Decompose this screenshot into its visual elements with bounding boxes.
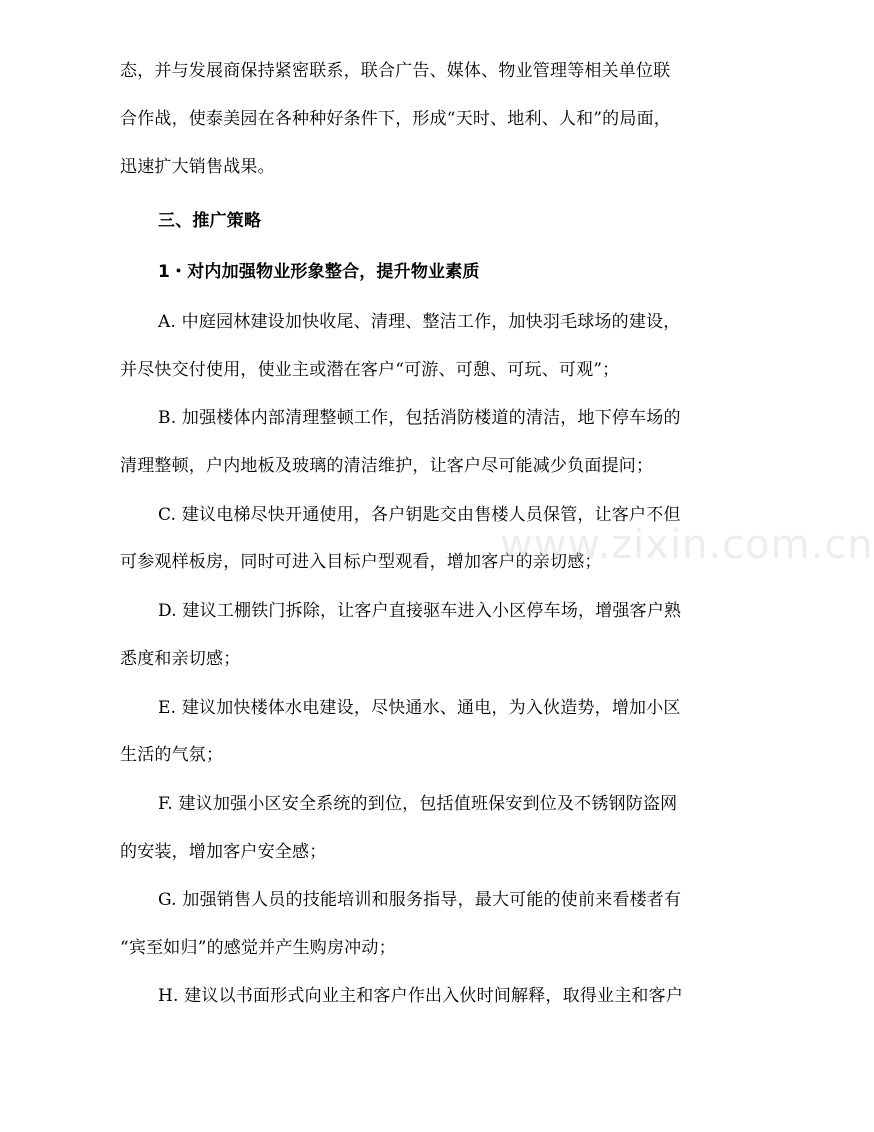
item-a-line-1: A. 中庭园林建设加快收尾、清理、整洁工作，加快羽毛球场的建设， — [158, 312, 681, 332]
item-a-line-2: 并尽快交付使用，使业主或潜在客户“可游、可憩、可玩、可观”； — [120, 360, 620, 380]
item-e-line-2: 生活的气氛； — [120, 745, 224, 765]
item-f-line-2: 的安装，增加客户安全感； — [120, 842, 327, 862]
watermark: www.zixin.com.cn — [500, 522, 874, 568]
item-c-line-2: 可参观样板房，同时可进入目标户型观看，增加客户的亲切感； — [120, 552, 602, 572]
subheading: 1・对内加强物业形象整合，提升物业素质 — [158, 262, 480, 282]
item-d-line-1: D. 建议工棚铁门拆除，让客户直接驱车进入小区停车场，增强客户熟 — [158, 601, 682, 621]
intro-line-1: 态，并与发展商保持紧密联系，联合广告、媒体、物业管理等相关单位联 — [120, 61, 671, 81]
item-d-line-2: 悉度和亲切感； — [120, 649, 241, 669]
intro-line-2: 合作战，使泰美园在各种种好条件下，形成“天时、地利、人和”的局面， — [120, 109, 671, 129]
item-g-line-1: G. 加强销售人员的技能培训和服务指导，最大可能的使前来看楼者有 — [158, 890, 682, 910]
section-heading: 三、推广策略 — [158, 211, 262, 231]
item-g-line-2: “宾至如归”的感觉并产生购房冲动； — [120, 938, 396, 958]
item-h-line-1: H. 建议以书面形式向业主和客户作出入伙时间解释，取得业主和客户 — [158, 986, 684, 1006]
item-c-line-1: C. 建议电梯尽快开通使用，各户钥匙交由售楼人员保管，让客户不但 — [158, 505, 681, 525]
item-b-line-2: 清理整顿，户内地板及玻璃的清洁维护，让客户尽可能减少负面提问； — [120, 456, 654, 476]
intro-line-3: 迅速扩大销售战果。 — [120, 157, 275, 177]
item-b-line-1: B. 加强楼体内部清理整顿工作，包括消防楼道的清洁，地下停车场的 — [158, 408, 681, 428]
item-e-line-1: E. 建议加快楼体水电建设，尽快通水、通电，为入伙造势，增加小区 — [158, 698, 681, 718]
item-f-line-1: F. 建议加强小区安全系统的到位，包括值班保安到位及不锈钢防盗网 — [158, 794, 678, 814]
